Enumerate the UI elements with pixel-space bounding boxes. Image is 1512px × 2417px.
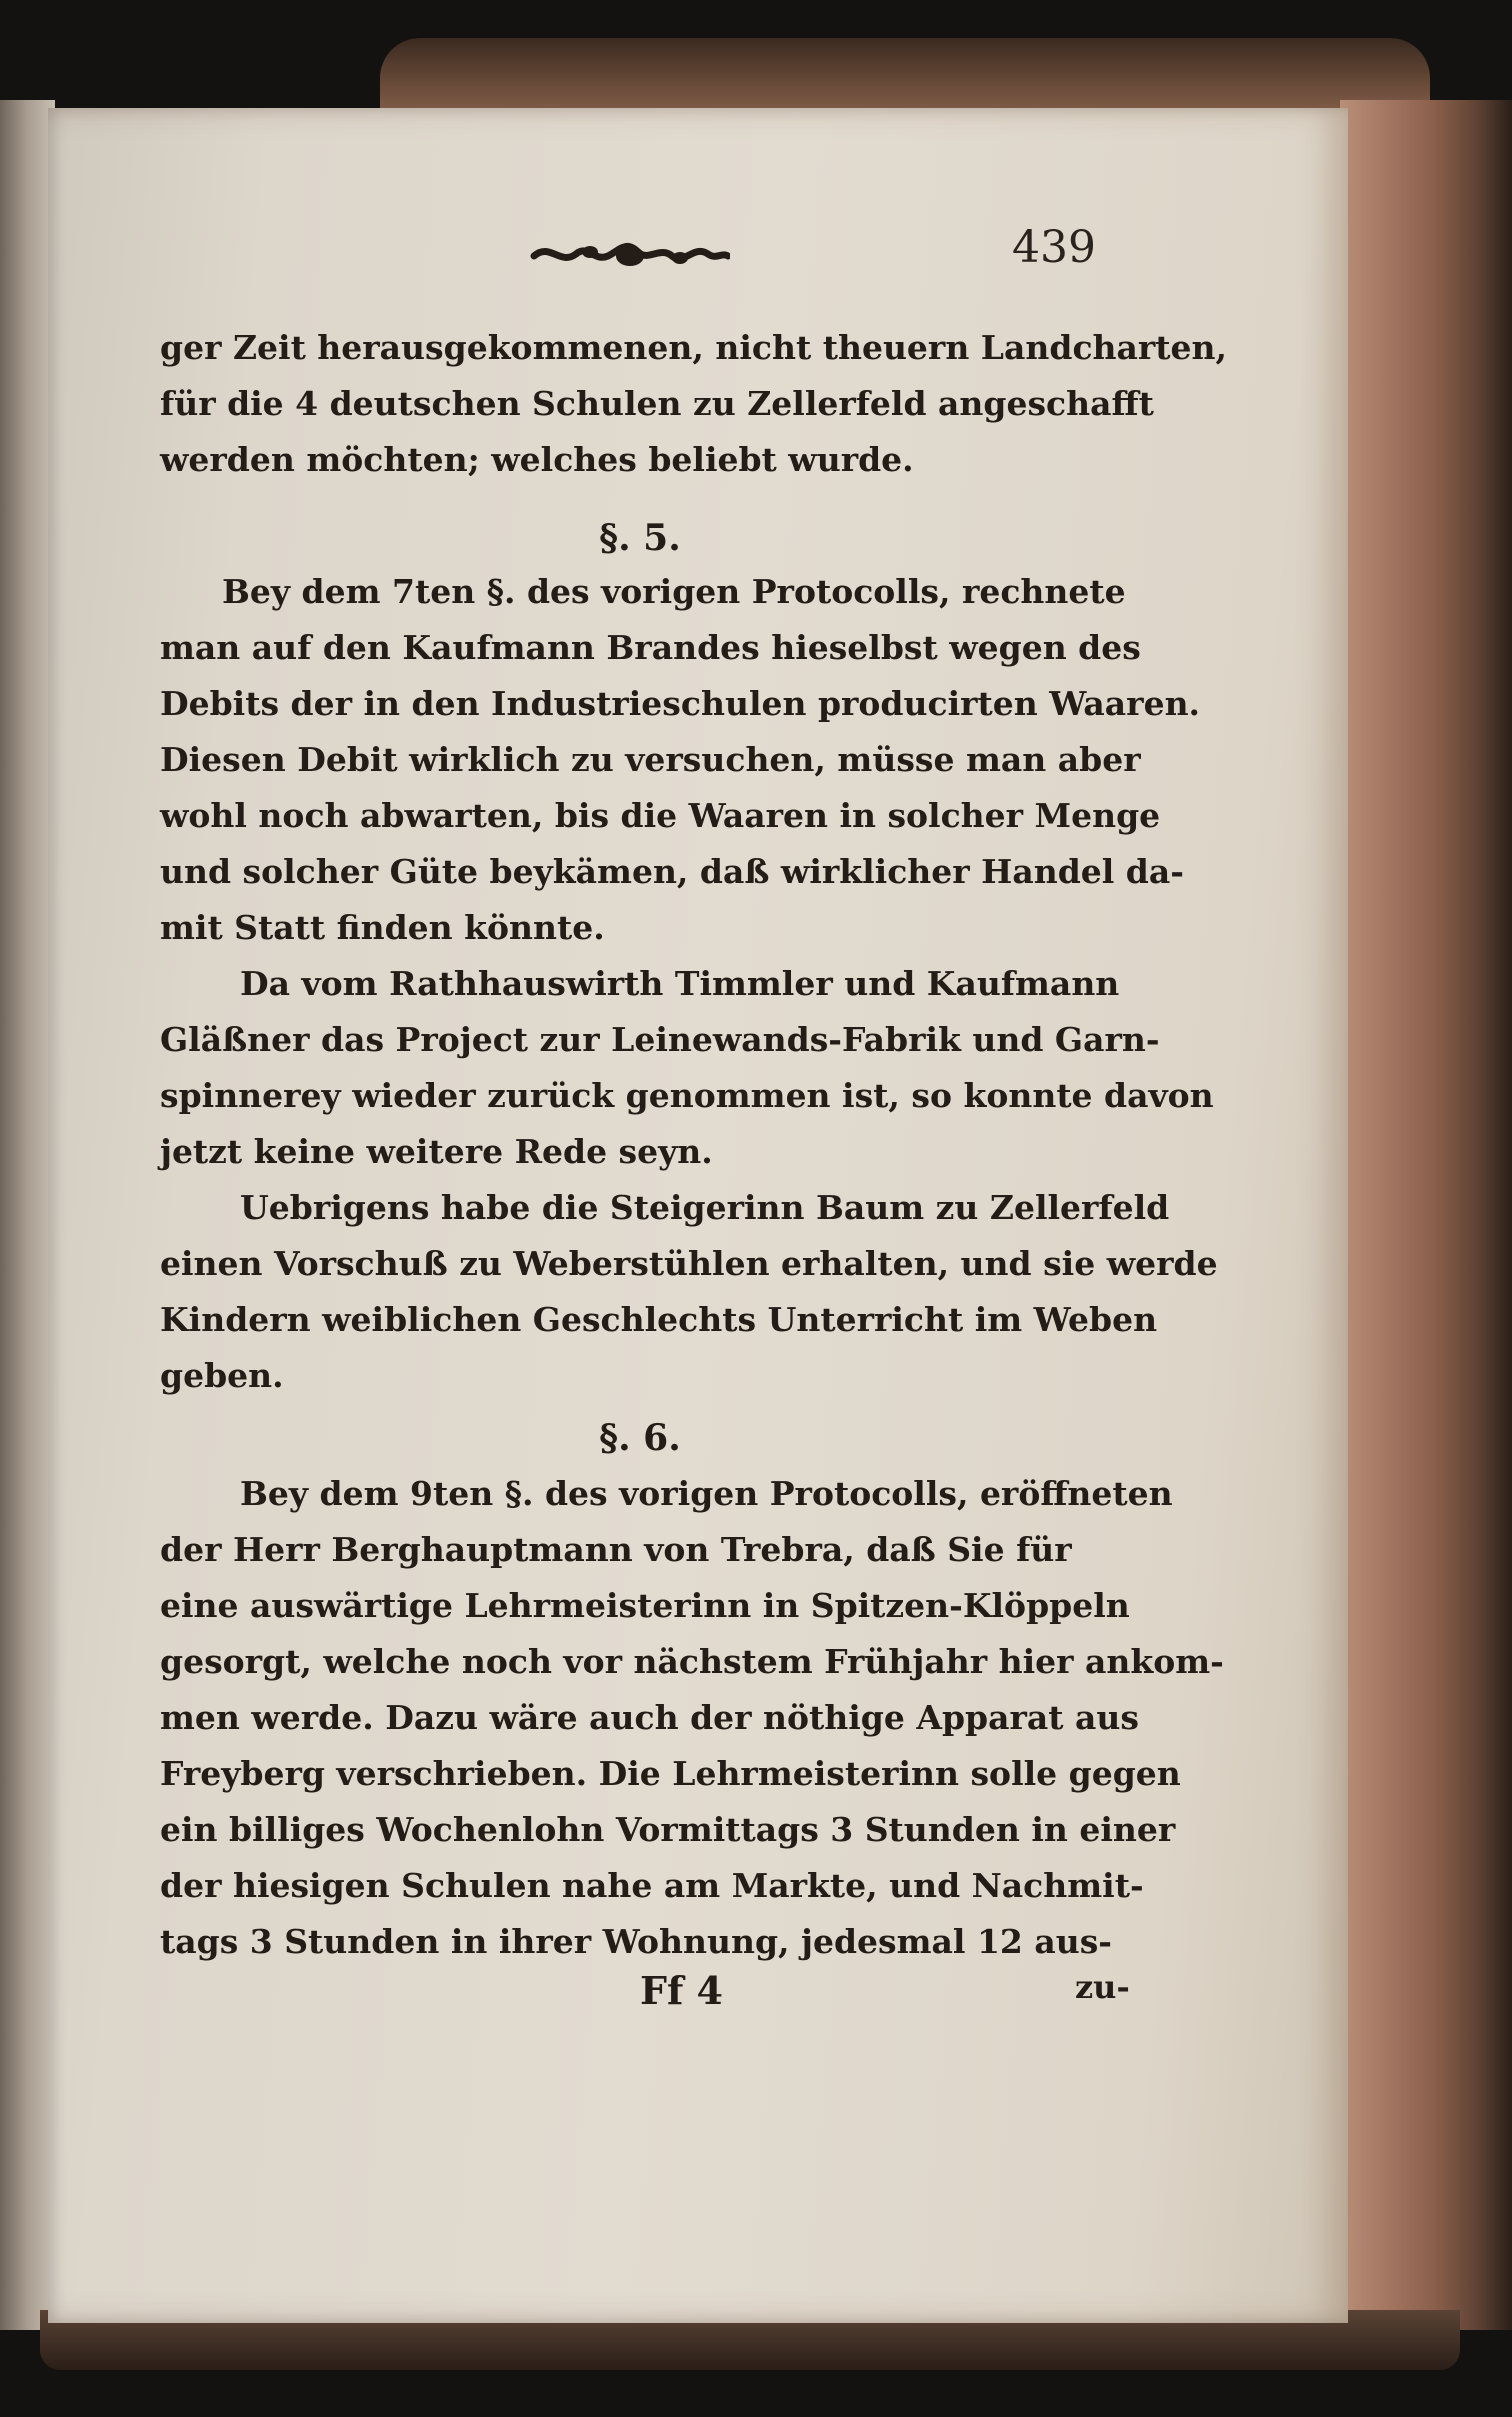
page-number: 439 bbox=[1012, 222, 1096, 273]
text-line: Diesen Debit wirklich zu versuchen, müsse man aber bbox=[160, 740, 1141, 779]
text-line: jetzt keine weitere Rede seyn. bbox=[160, 1132, 713, 1171]
printer-ornament-icon bbox=[530, 232, 730, 280]
text-line: gesorgt, welche noch vor nächstem Frühjahr hier ankom- bbox=[160, 1642, 1224, 1681]
text-line: Freyberg verschrieben. Die Lehrmeisterinn solle gegen bbox=[160, 1754, 1181, 1793]
text-line: Kindern weiblichen Geschlechts Unterricht im Weben bbox=[160, 1300, 1158, 1339]
text-line: Gläßner das Project zur Leinewands-Fabrik und Garn- bbox=[160, 1020, 1160, 1059]
text-line: der Herr Berghauptmann von Trebra, daß Sie für bbox=[160, 1530, 1072, 1569]
text-line: tags 3 Stunden in ihrer Wohnung, jedesmal 12 aus- bbox=[160, 1922, 1113, 1961]
text-line: ger Zeit herausgekommenen, nicht theuern Landcharten, bbox=[160, 328, 1228, 367]
text-line: mit Statt finden könnte. bbox=[160, 908, 605, 947]
text-line: einen Vorschuß zu Weberstühlen erhalten, und sie werde bbox=[160, 1244, 1218, 1283]
book-top-edge bbox=[380, 38, 1430, 108]
text-line: und solcher Güte beykämen, daß wirklicher Handel da- bbox=[160, 852, 1184, 891]
text-line: werden möchten; welches beliebt wurde. bbox=[160, 440, 914, 479]
text-line: Da vom Rathhauswirth Timmler und Kaufmann bbox=[240, 964, 1120, 1003]
section-heading: §. 6. bbox=[599, 1417, 681, 1459]
text-line: men werde. Dazu wäre auch der nöthige Apparat aus bbox=[160, 1698, 1139, 1737]
text-line: spinnerey wieder zurück genommen ist, so konnte davon bbox=[160, 1076, 1214, 1115]
text-line: wohl noch abwarten, bis die Waaren in solcher Menge bbox=[160, 796, 1161, 835]
text-line: Uebrigens habe die Steigerinn Baum zu Zellerfeld bbox=[240, 1188, 1170, 1227]
page-block-edge bbox=[1340, 100, 1512, 2330]
catchword: zu- bbox=[1075, 1968, 1130, 2006]
text-line: man auf den Kaufmann Brandes hieselbst wegen des bbox=[160, 628, 1141, 667]
text-line: Bey dem 9ten §. des vorigen Protocolls, eröffneten bbox=[240, 1474, 1173, 1513]
text-line: geben. bbox=[160, 1356, 284, 1395]
text-line: eine auswärtige Lehrmeisterinn in Spitzen-Klöppeln bbox=[160, 1586, 1130, 1625]
text-line: Debits der in den Industrieschulen producirten Waaren. bbox=[160, 684, 1201, 723]
section-heading: §. 5. bbox=[599, 517, 681, 559]
left-page-edge bbox=[0, 100, 55, 2330]
text-line: Bey dem 7ten §. des vorigen Protocolls, rechnete bbox=[222, 572, 1126, 611]
text-line: für die 4 deutschen Schulen zu Zellerfeld angeschafft bbox=[160, 384, 1154, 423]
text-line: der hiesigen Schulen nahe am Markte, und Nachmit- bbox=[160, 1866, 1144, 1905]
text-line: ein billiges Wochenlohn Vormittags 3 Stunden in einer bbox=[160, 1810, 1176, 1849]
signature-mark: Ff 4 bbox=[640, 1968, 723, 2013]
